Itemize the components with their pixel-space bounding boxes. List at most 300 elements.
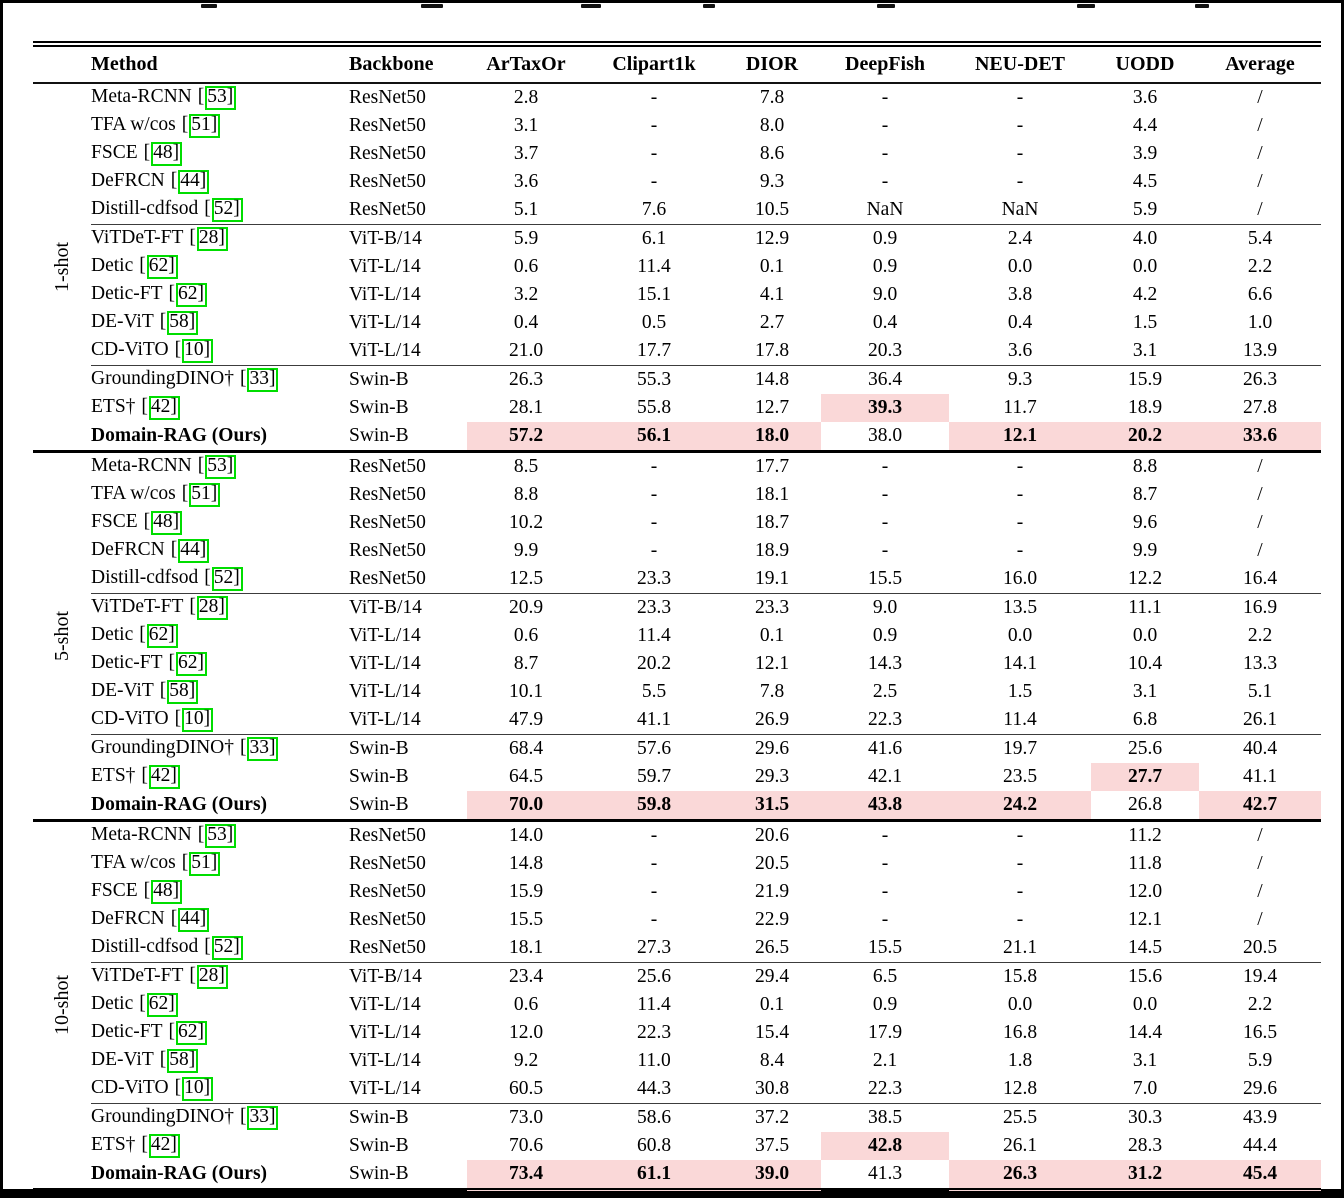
- method-cell: Domain-RAG (Ours): [91, 425, 268, 447]
- table-row: [33, 735, 1321, 764]
- column-header-method: Method: [91, 53, 158, 75]
- citation-link[interactable]: 53]: [205, 824, 236, 848]
- value-cell: /: [1257, 909, 1263, 931]
- backbone-cell: ViT-L/14: [349, 681, 421, 703]
- value-cell: -: [1016, 512, 1024, 534]
- citation-link[interactable]: 52]: [212, 567, 243, 591]
- citation-open-bracket: [: [189, 227, 196, 249]
- citation-link[interactable]: 51]: [189, 852, 220, 876]
- value-cell: 8.6: [759, 143, 785, 165]
- value-cell: 56.1: [585, 422, 723, 452]
- citation-link[interactable]: 10]: [182, 1077, 213, 1101]
- value-cell: /: [1257, 512, 1263, 534]
- value-cell: 15.6: [1091, 963, 1199, 992]
- backbone-cell: ResNet50: [349, 568, 426, 590]
- method-cell: Distill-cdfsod [ 52]: [91, 565, 349, 594]
- value-cell: -: [650, 825, 658, 847]
- citation-open-bracket: [: [168, 652, 175, 674]
- value-cell: 23.3: [636, 568, 672, 590]
- value-cell: 11.4: [637, 994, 671, 1016]
- value-cell: 16.4: [1242, 568, 1278, 590]
- table-row: [33, 1160, 1321, 1191]
- value-cell: 17.7: [754, 456, 790, 478]
- value-cell: 19.7: [949, 735, 1091, 764]
- value-cell: 1.5: [1132, 312, 1158, 334]
- column-header-average: Average: [1225, 53, 1295, 75]
- value-cell: 25.5: [949, 1104, 1091, 1133]
- citation-open-bracket: [: [204, 567, 211, 589]
- citation-link[interactable]: 42]: [149, 1134, 180, 1158]
- value-cell: 3.2: [513, 284, 539, 306]
- value-cell: 31.2: [1091, 1160, 1199, 1191]
- value-cell: 15.4: [754, 1022, 790, 1044]
- value-cell: 9.2: [513, 1050, 539, 1072]
- value-cell: 7.0: [1132, 1078, 1158, 1100]
- citation-open-bracket: [: [143, 142, 151, 164]
- citation-open-bracket: [: [174, 1077, 182, 1099]
- value-cell: 12.1: [949, 422, 1091, 452]
- results-table-wrapper: [33, 41, 1321, 1194]
- value-cell: 10.4: [1127, 653, 1163, 675]
- method-cell: TFA w/cos [ 51]: [91, 481, 349, 509]
- value-cell: 2.2: [1247, 994, 1273, 1016]
- value-cell: 44.3: [636, 1078, 672, 1100]
- section-5-shot: [33, 452, 1321, 821]
- method-cell: Meta-RCNN [ 53]: [91, 83, 349, 112]
- citation-link[interactable]: 33]: [247, 368, 278, 392]
- backbone-cell: ResNet50: [349, 199, 426, 221]
- citation-link[interactable]: 58]: [167, 680, 198, 704]
- header-row: [33, 44, 1321, 83]
- citation-open-bracket: [: [239, 368, 247, 390]
- value-cell: 55.8: [636, 397, 672, 419]
- value-cell: 6.8: [1132, 709, 1158, 731]
- value-cell: 28.3: [1127, 1135, 1163, 1157]
- value-cell: 0.9: [821, 225, 949, 254]
- backbone-cell: Swin-B: [349, 1163, 409, 1185]
- table-row: [33, 821, 1321, 851]
- value-cell: -: [881, 115, 889, 137]
- value-cell: 15.9: [508, 881, 544, 903]
- value-cell: 9.0: [821, 594, 949, 623]
- value-cell: 15.9: [1091, 366, 1199, 395]
- citation-open-bracket: [: [204, 198, 211, 220]
- citation-link[interactable]: 52]: [212, 936, 243, 960]
- value-cell: 14.8: [508, 853, 544, 875]
- value-cell: 3.7: [513, 143, 539, 165]
- value-cell: 0.1: [759, 994, 785, 1016]
- value-cell: 10.1: [508, 681, 544, 703]
- value-cell: 41.6: [821, 735, 949, 764]
- table-row: [33, 366, 1321, 395]
- table-row: [33, 281, 1321, 309]
- value-cell: 15.8: [949, 963, 1091, 992]
- value-cell: 1.5: [1007, 681, 1033, 703]
- value-cell: 41.3: [867, 1163, 903, 1185]
- citation-open-bracket: [: [139, 255, 146, 277]
- citation-open-bracket: [: [197, 86, 205, 108]
- citation-link[interactable]: 48]: [151, 511, 182, 535]
- value-cell: 14.8: [723, 366, 821, 395]
- value-cell: 29.6: [723, 735, 821, 764]
- value-cell: -: [881, 909, 889, 931]
- method-cell: GroundingDINO† [ 33]: [91, 1104, 349, 1133]
- method-cell: ETS† [ 42]: [91, 394, 349, 422]
- value-cell: 0.0: [1132, 256, 1158, 278]
- value-cell: -: [1016, 881, 1024, 903]
- backbone-cell: ViT-B/14: [349, 963, 467, 992]
- backbone-cell: ViT-L/14: [349, 312, 421, 334]
- table-row: [33, 253, 1321, 281]
- value-cell: 26.3: [949, 1160, 1091, 1191]
- backbone-cell: ViT-L/14: [349, 256, 421, 278]
- value-cell: NaN: [866, 199, 904, 221]
- value-cell: 3.8: [1007, 284, 1033, 306]
- citation-open-bracket: [: [170, 539, 178, 561]
- table-row: [33, 791, 1321, 821]
- value-cell: -: [881, 540, 889, 562]
- value-cell: 18.1: [754, 484, 790, 506]
- value-cell: 3.1: [1132, 340, 1158, 362]
- citation-link[interactable]: 62]: [147, 993, 178, 1017]
- value-cell: 16.0: [1002, 568, 1038, 590]
- value-cell: -: [650, 540, 658, 562]
- value-cell: 3.9: [1132, 143, 1158, 165]
- value-cell: 68.4: [467, 735, 585, 764]
- citation-link[interactable]: 48]: [151, 880, 182, 904]
- value-cell: 3.1: [1132, 681, 1158, 703]
- value-cell: 4.5: [1132, 171, 1158, 193]
- value-cell: 8.7: [1132, 484, 1158, 506]
- value-cell: 20.9: [467, 594, 585, 623]
- value-cell: -: [650, 143, 658, 165]
- citation-link[interactable]: 52]: [212, 198, 243, 222]
- citation-open-bracket: [: [181, 852, 189, 874]
- value-cell: 13.5: [949, 594, 1091, 623]
- value-cell: 14.0: [508, 825, 544, 847]
- value-cell: 27.7: [1091, 763, 1199, 791]
- citation-link[interactable]: 62]: [176, 652, 207, 676]
- citation-link[interactable]: 42]: [149, 396, 180, 420]
- method-cell: ViTDeT-FT [ 28]: [91, 225, 349, 254]
- value-cell: 19.4: [1199, 963, 1321, 992]
- table-row: [33, 394, 1321, 422]
- table-row: [33, 83, 1321, 112]
- value-cell: 17.8: [754, 340, 790, 362]
- citation-link[interactable]: 28]: [197, 227, 228, 251]
- value-cell: 19.1: [754, 568, 790, 590]
- citation-link[interactable]: 62]: [176, 1021, 207, 1045]
- value-cell: 21.1: [1002, 937, 1038, 959]
- citation-link[interactable]: 10]: [182, 708, 213, 732]
- value-cell: 0.6: [513, 256, 539, 278]
- value-cell: -: [1016, 853, 1024, 875]
- value-cell: 20.3: [867, 340, 903, 362]
- value-cell: -: [650, 115, 658, 137]
- value-cell: 0.0: [1007, 994, 1033, 1016]
- value-cell: 55.3: [585, 366, 723, 395]
- value-cell: 8.4: [759, 1050, 785, 1072]
- value-cell: NaN: [1001, 199, 1039, 221]
- citation-link[interactable]: 53]: [205, 86, 236, 110]
- value-cell: -: [881, 484, 889, 506]
- citation-link[interactable]: 44]: [178, 170, 209, 194]
- value-cell: 22.9: [754, 909, 790, 931]
- method-cell: CD-ViTO [ 10]: [91, 706, 349, 735]
- value-cell: -: [1016, 540, 1024, 562]
- value-cell: 23.3: [723, 594, 821, 623]
- value-cell: 29.3: [754, 766, 790, 788]
- value-cell: 42.8: [821, 1132, 949, 1160]
- column-header-backbone: Backbone: [349, 53, 434, 75]
- value-cell: 11.8: [1128, 853, 1162, 875]
- value-cell: 37.2: [723, 1104, 821, 1133]
- value-cell: 14.1: [1002, 653, 1038, 675]
- citation-open-bracket: [: [239, 1106, 247, 1128]
- value-cell: 12.7: [754, 397, 790, 419]
- citation-open-bracket: [: [170, 908, 178, 930]
- value-cell: 45.4: [1199, 1160, 1321, 1191]
- value-cell: 29.6: [1242, 1078, 1278, 1100]
- citation-link[interactable]: 58]: [167, 311, 198, 335]
- value-cell: 0.0: [1007, 625, 1033, 647]
- section-1-shot: [33, 83, 1321, 452]
- value-cell: 9.3: [949, 366, 1091, 395]
- method-cell: Detic-FT [ 62]: [91, 650, 349, 678]
- citation-link[interactable]: 28]: [197, 596, 228, 620]
- backbone-cell: ResNet50: [349, 825, 426, 847]
- value-cell: 5.1: [1247, 681, 1273, 703]
- citation-open-bracket: [: [168, 1021, 175, 1043]
- value-cell: 11.0: [637, 1050, 671, 1072]
- value-cell: 58.6: [585, 1104, 723, 1133]
- value-cell: 4.1: [759, 284, 785, 306]
- value-cell: 38.0: [867, 425, 903, 447]
- backbone-cell: ResNet50: [349, 909, 426, 931]
- value-cell: 27.8: [1242, 397, 1278, 419]
- citation-link[interactable]: 48]: [151, 142, 182, 166]
- value-cell: 5.4: [1199, 225, 1321, 254]
- citation-link[interactable]: 28]: [197, 965, 228, 989]
- value-cell: 3.6: [1007, 340, 1033, 362]
- backbone-cell: Swin-B: [349, 425, 409, 447]
- citation-link[interactable]: 62]: [147, 255, 178, 279]
- value-cell: 64.5: [508, 766, 544, 788]
- citation-link[interactable]: 42]: [149, 765, 180, 789]
- value-cell: 2.2: [1247, 625, 1273, 647]
- value-cell: -: [881, 853, 889, 875]
- value-cell: 0.4: [1007, 312, 1033, 334]
- value-cell: 0.6: [513, 625, 539, 647]
- value-cell: 0.1: [759, 625, 785, 647]
- value-cell: 29.4: [723, 963, 821, 992]
- value-cell: 47.9: [508, 709, 544, 731]
- value-cell: 42.7: [1199, 791, 1321, 821]
- value-cell: 39.0: [723, 1160, 821, 1191]
- table-row: [33, 594, 1321, 623]
- value-cell: 2.2: [1247, 256, 1273, 278]
- value-cell: 70.0: [467, 791, 585, 821]
- table-row: [33, 112, 1321, 140]
- method-cell: FSCE [ 48]: [91, 140, 349, 168]
- value-cell: 0.9: [872, 625, 898, 647]
- value-cell: -: [1016, 143, 1024, 165]
- table-row: [33, 140, 1321, 168]
- method-cell: TFA w/cos [ 51]: [91, 112, 349, 140]
- citation-open-bracket: [: [141, 765, 148, 787]
- citation-link[interactable]: 33]: [247, 737, 278, 761]
- value-cell: -: [881, 143, 889, 165]
- value-cell: 23.4: [467, 963, 585, 992]
- value-cell: 6.5: [821, 963, 949, 992]
- value-cell: 20.5: [754, 853, 790, 875]
- value-cell: 31.5: [723, 791, 821, 821]
- value-cell: -: [650, 881, 658, 903]
- value-cell: -: [1016, 115, 1024, 137]
- value-cell: /: [1257, 143, 1263, 165]
- method-cell: Detic [ 62]: [91, 991, 349, 1019]
- method-cell: Distill-cdfsod [ 52]: [91, 196, 349, 225]
- value-cell: 59.7: [636, 766, 672, 788]
- value-cell: 38.5: [821, 1104, 949, 1133]
- value-cell: -: [881, 456, 889, 478]
- table-row: [33, 337, 1321, 366]
- value-cell: 36.4: [821, 366, 949, 395]
- backbone-cell: Swin-B: [349, 397, 409, 419]
- backbone-cell: ViT-L/14: [349, 653, 421, 675]
- value-cell: 28.1: [508, 397, 544, 419]
- value-cell: 11.7: [1003, 397, 1037, 419]
- value-cell: 18.1: [508, 937, 544, 959]
- citation-open-bracket: [: [139, 624, 146, 646]
- backbone-cell: ViT-L/14: [349, 709, 421, 731]
- backbone-cell: Swin-B: [349, 1135, 409, 1157]
- value-cell: -: [1016, 456, 1024, 478]
- value-cell: 1.0: [1247, 312, 1273, 334]
- value-cell: 1.8: [1007, 1050, 1033, 1072]
- column-header-deepfish: DeepFish: [845, 53, 925, 75]
- value-cell: 8.5: [513, 456, 539, 478]
- table-row: [33, 537, 1321, 565]
- value-cell: -: [650, 171, 658, 193]
- value-cell: /: [1257, 171, 1263, 193]
- citation-link[interactable]: 58]: [167, 1049, 198, 1073]
- citation-link[interactable]: 62]: [176, 283, 207, 307]
- backbone-cell: ResNet50: [349, 881, 426, 903]
- value-cell: 5.9: [467, 225, 585, 254]
- value-cell: 7.6: [641, 199, 667, 221]
- value-cell: -: [1016, 825, 1024, 847]
- value-cell: -: [650, 512, 658, 534]
- value-cell: -: [650, 484, 658, 506]
- value-cell: 11.1: [1091, 594, 1199, 623]
- value-cell: 15.5: [867, 937, 903, 959]
- citation-link[interactable]: 10]: [182, 339, 213, 363]
- value-cell: 3.1: [1132, 1050, 1158, 1072]
- value-cell: /: [1257, 853, 1263, 875]
- citation-open-bracket: [: [170, 170, 178, 192]
- value-cell: 9.9: [513, 540, 539, 562]
- value-cell: 2.7: [759, 312, 785, 334]
- results-table: [33, 41, 1321, 1194]
- value-cell: 6.6: [1247, 284, 1273, 306]
- value-cell: 5.9: [1247, 1050, 1273, 1072]
- value-cell: 43.8: [821, 791, 949, 821]
- value-cell: 21.9: [754, 881, 790, 903]
- table-row: [33, 509, 1321, 537]
- value-cell: 9.0: [872, 284, 898, 306]
- value-cell: 0.4: [513, 312, 539, 334]
- value-cell: 61.1: [585, 1160, 723, 1191]
- table-row: [33, 1132, 1321, 1160]
- citation-link[interactable]: 51]: [189, 483, 220, 507]
- value-cell: 0.4: [872, 312, 898, 334]
- value-cell: 22.3: [867, 709, 903, 731]
- citation-link[interactable]: 53]: [205, 455, 236, 479]
- value-cell: 25.6: [585, 963, 723, 992]
- citation-open-bracket: [: [159, 311, 167, 333]
- citation-link[interactable]: 62]: [147, 624, 178, 648]
- value-cell: 43.9: [1199, 1104, 1321, 1133]
- value-cell: /: [1257, 484, 1263, 506]
- value-cell: 14.4: [1127, 1022, 1163, 1044]
- citation-link[interactable]: 44]: [178, 539, 209, 563]
- value-cell: 21.0: [508, 340, 544, 362]
- backbone-cell: ViT-L/14: [349, 340, 421, 362]
- backbone-cell: ResNet50: [349, 512, 426, 534]
- value-cell: 22.3: [867, 1078, 903, 1100]
- value-cell: /: [1257, 87, 1263, 109]
- value-cell: 0.0: [1007, 256, 1033, 278]
- backbone-cell: ViT-L/14: [349, 1022, 421, 1044]
- value-cell: 9.3: [759, 171, 785, 193]
- value-cell: 0.1: [759, 256, 785, 278]
- citation-link[interactable]: 44]: [178, 908, 209, 932]
- value-cell: 10.5: [754, 199, 790, 221]
- value-cell: 20.2: [1091, 422, 1199, 452]
- value-cell: 13.3: [1242, 653, 1278, 675]
- value-cell: 8.8: [1132, 456, 1158, 478]
- column-header-clipart1k: Clipart1k: [612, 53, 696, 75]
- citation-link[interactable]: 33]: [247, 1106, 278, 1130]
- value-cell: /: [1257, 115, 1263, 137]
- method-cell: Domain-RAG (Ours): [91, 794, 268, 816]
- value-cell: 57.2: [467, 422, 585, 452]
- citation-open-bracket: [: [141, 396, 148, 418]
- value-cell: 7.8: [759, 87, 785, 109]
- value-cell: 73.4: [467, 1160, 585, 1191]
- value-cell: 59.8: [585, 791, 723, 821]
- column-header-artaxor: ArTaxOr: [486, 53, 566, 75]
- value-cell: 25.6: [1091, 735, 1199, 764]
- value-cell: /: [1257, 199, 1263, 221]
- value-cell: 14.5: [1127, 937, 1163, 959]
- method-cell: ViTDeT-FT [ 28]: [91, 963, 349, 992]
- value-cell: 60.8: [636, 1135, 672, 1157]
- citation-link[interactable]: 51]: [189, 114, 220, 138]
- method-cell: DeFRCN [ 44]: [91, 168, 349, 196]
- value-cell: -: [650, 456, 658, 478]
- method-cell: FSCE [ 48]: [91, 878, 349, 906]
- value-cell: 20.5: [1242, 937, 1278, 959]
- backbone-cell: ViT-L/14: [349, 284, 421, 306]
- value-cell: 20.6: [754, 825, 790, 847]
- value-cell: 0.0: [1132, 625, 1158, 647]
- value-cell: 4.4: [1132, 115, 1158, 137]
- value-cell: 0.9: [872, 994, 898, 1016]
- value-cell: 30.8: [754, 1078, 790, 1100]
- value-cell: /: [1257, 456, 1263, 478]
